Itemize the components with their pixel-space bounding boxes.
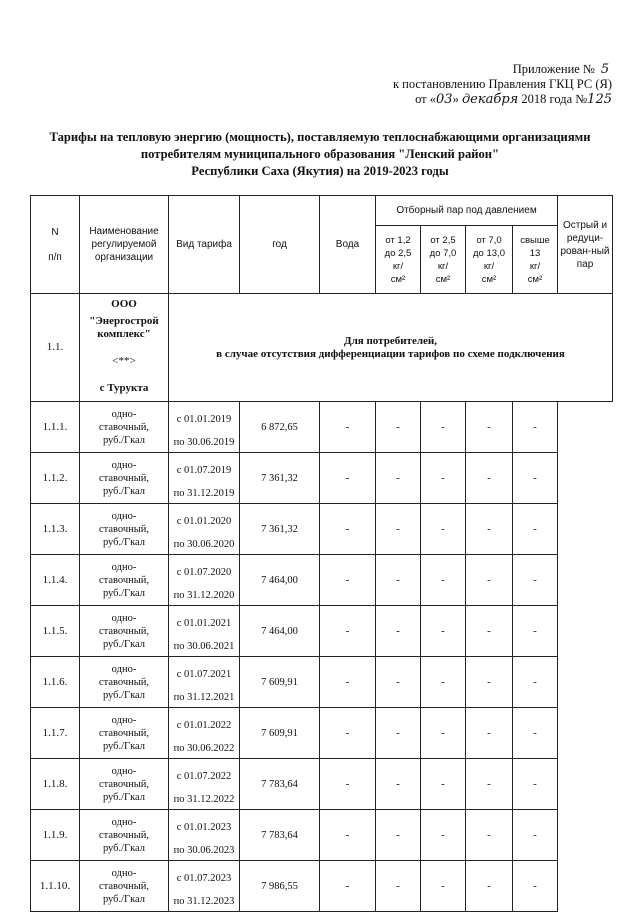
steam-3-value: - (421, 657, 466, 708)
steam-4-value: - (466, 606, 513, 657)
period-to: по 30.06.2019 (173, 437, 235, 448)
tariff-type-line-2: ставочный, (98, 523, 150, 535)
period (169, 504, 240, 555)
steam-4-value: - (466, 708, 513, 759)
water-value: 7 986,55 (240, 861, 320, 912)
appendix-number: 5 (600, 62, 610, 77)
period-to: по 31.12.2020 (173, 590, 235, 601)
header-pressure-3 (466, 226, 513, 294)
group-line-2: в случае отсутствия дифференциации тарифов по схеме подключения (216, 347, 565, 360)
tariff-type-line-1: одно- (111, 867, 137, 879)
tariff-type-line-2: ставочный, (98, 574, 150, 586)
table-row (31, 504, 613, 555)
sharp-steam-value: - (513, 402, 558, 453)
table-row (31, 402, 613, 453)
steam-2-value: - (376, 504, 421, 555)
steam-1-value: - (320, 861, 376, 912)
water-value: 7 783,64 (240, 759, 320, 810)
period-to: по 30.06.2023 (173, 845, 235, 856)
tariff-type-line-3: руб./Гкал (102, 791, 146, 803)
organization-cell (80, 294, 169, 402)
header-steam: Отборный пар под давлением (376, 196, 558, 226)
steam-1-value: - (320, 504, 376, 555)
period-from: с 01.01.2021 (176, 618, 232, 629)
title-line-1: Тарифы на тепловую энергию (мощность), поставляемую теплоснабжающими организациями (49, 130, 591, 144)
row-number: 1.1.6. (31, 657, 80, 708)
p2-b: до 7,0 (429, 247, 457, 259)
steam-3-value: - (421, 606, 466, 657)
steam-2-value: - (376, 555, 421, 606)
tariff-type-line-3: руб./Гкал (102, 842, 146, 854)
appendix-line-2: к постановлению Правления ГКЦ РС (Я) (392, 77, 612, 91)
appendix-day: 03 (436, 92, 453, 107)
table-row (31, 606, 613, 657)
p1-c: кг/ (392, 260, 404, 272)
sharp-steam-value: - (513, 504, 558, 555)
document-title (20, 129, 620, 180)
tariff-type-line-1: одно- (111, 408, 137, 420)
steam-1-value: - (320, 810, 376, 861)
p3-a: от 7,0 (476, 234, 502, 246)
steam-2-value: - (376, 708, 421, 759)
tariff-type-line-3: руб./Гкал (102, 536, 146, 548)
sharp-steam-value: - (513, 708, 558, 759)
steam-1-value: - (320, 453, 376, 504)
period-to: по 31.12.2021 (173, 692, 235, 703)
steam-4-value: - (466, 555, 513, 606)
tariff-type (80, 555, 169, 606)
steam-3-value: - (421, 504, 466, 555)
tariff-type-line-3: руб./Гкал (102, 689, 146, 701)
table-row (31, 861, 613, 912)
tariff-type-line-1: одно- (111, 816, 137, 828)
steam-4-value: - (466, 861, 513, 912)
tariff-type-line-2: ставочный, (98, 778, 150, 790)
p3-c: кг/ (483, 260, 495, 272)
row-number: 1.1.5. (31, 606, 80, 657)
p3-d: см² (481, 273, 497, 285)
row-number: 1.1.7. (31, 708, 80, 759)
water-value: 6 872,65 (240, 402, 320, 453)
group-row (31, 294, 613, 402)
group-description (169, 294, 613, 402)
steam-2-value: - (376, 606, 421, 657)
period-to: по 30.06.2021 (173, 641, 235, 652)
steam-3-value: - (421, 708, 466, 759)
p4-d: см² (527, 273, 543, 285)
tariff-type-line-2: ставочный, (98, 472, 150, 484)
water-value: 7 609,91 (240, 657, 320, 708)
row-number: 1.1.4. (31, 555, 80, 606)
tariff-type-line-2: ставочный, (98, 880, 150, 892)
period (169, 759, 240, 810)
steam-1-value: - (320, 402, 376, 453)
period-from: с 01.07.2020 (176, 567, 232, 578)
org-line-1: ООО (111, 298, 137, 310)
steam-2-value: - (376, 453, 421, 504)
tariff-type-line-1: одно- (111, 510, 137, 522)
p1-d: см² (390, 273, 406, 285)
water-value: 7 464,00 (240, 606, 320, 657)
steam-3-value: - (421, 453, 466, 504)
row-number: 1.1.9. (31, 810, 80, 861)
steam-2-value: - (376, 759, 421, 810)
p4-c: кг/ (529, 260, 541, 272)
sharp-steam-value: - (513, 759, 558, 810)
table-row (31, 657, 613, 708)
p1-b: до 2,5 (384, 247, 412, 259)
group-number: 1.1. (31, 294, 80, 402)
period-to: по 31.12.2023 (173, 896, 235, 907)
tariff-type-line-2: ставочный, (98, 829, 150, 841)
header-water: Вода (320, 196, 376, 294)
tariff-type-line-3: руб./Гкал (102, 740, 146, 752)
tariff-type-line-1: одно- (111, 765, 137, 777)
tariff-type (80, 657, 169, 708)
period (169, 555, 240, 606)
steam-2-value: - (376, 657, 421, 708)
header-tariff-type: Вид тарифа (169, 196, 240, 294)
title-line-2: потребителям муниципального образования "Ленский район" (140, 147, 500, 161)
sharp-steam-value: - (513, 555, 558, 606)
period-to: по 31.12.2019 (173, 488, 235, 499)
row-number: 1.1.2. (31, 453, 80, 504)
row-number: 1.1.1. (31, 402, 80, 453)
steam-2-value: - (376, 861, 421, 912)
steam-1-value: - (320, 759, 376, 810)
tariff-type (80, 759, 169, 810)
tariff-type-line-1: одно- (111, 714, 137, 726)
title-line-3: Республики Саха (Якутия) на 2019-2023 годы (191, 164, 449, 178)
steam-4-value: - (466, 810, 513, 861)
p1-a: от 1,2 (385, 234, 411, 246)
period (169, 453, 240, 504)
period-from: с 01.01.2022 (176, 720, 232, 731)
steam-2-value: - (376, 810, 421, 861)
header-pp: п/п (48, 251, 62, 263)
tariff-type (80, 402, 169, 453)
header-pressure-2 (421, 226, 466, 294)
period (169, 810, 240, 861)
header-pressure-1 (376, 226, 421, 294)
p3-b: до 13,0 (473, 247, 505, 259)
group-line-1: Для потребителей, (344, 334, 437, 347)
appendix-line-1 (393, 62, 612, 77)
tariff-type (80, 810, 169, 861)
header-sharp-steam: Острый и редуци-рован-ный пар (558, 196, 613, 294)
steam-1-value: - (320, 657, 376, 708)
tariff-type-line-3: руб./Гкал (102, 587, 146, 599)
tariff-type-line-2: ставочный, (98, 676, 150, 688)
p4-a: свыше (520, 234, 550, 246)
tariff-type-line-1: одно- (111, 612, 137, 624)
period (169, 606, 240, 657)
tariff-type (80, 861, 169, 912)
appendix-label: Приложение № (512, 62, 595, 76)
org-line-2: "Энергострой комплекс" (89, 315, 159, 340)
period (169, 657, 240, 708)
period-to: по 31.12.2022 (173, 794, 235, 805)
tariff-type-line-2: ставочный, (98, 727, 150, 739)
appendix-year: 2018 года № (521, 92, 588, 106)
sharp-steam-value: - (513, 861, 558, 912)
period-from: с 01.07.2021 (176, 669, 232, 680)
sharp-steam-value: - (513, 810, 558, 861)
tariff-type-line-3: руб./Гкал (102, 434, 146, 446)
period-from: с 01.01.2023 (176, 822, 232, 833)
water-value: 7 464,00 (240, 555, 320, 606)
tariff-type (80, 606, 169, 657)
sharp-steam-value: - (513, 453, 558, 504)
table-row (31, 555, 613, 606)
header-number (31, 196, 80, 294)
steam-4-value: - (466, 504, 513, 555)
period-to: по 30.06.2020 (173, 539, 235, 550)
steam-4-value: - (466, 759, 513, 810)
p2-a: от 2,5 (430, 234, 456, 246)
tariff-type-line-2: ставочный, (98, 421, 150, 433)
appendix-date-prefix: от « (415, 92, 437, 106)
tariff-type-line-1: одно- (111, 561, 137, 573)
water-value: 7 609,91 (240, 708, 320, 759)
water-value: 7 361,32 (240, 504, 320, 555)
appendix-doc-number: 125 (587, 92, 612, 107)
table-row (31, 759, 613, 810)
tariff-type-line-1: одно- (111, 663, 137, 675)
steam-3-value: - (421, 810, 466, 861)
tariff-type (80, 453, 169, 504)
row-number: 1.1.10. (31, 861, 80, 912)
period (169, 402, 240, 453)
appendix-line-3 (393, 92, 612, 107)
period-from: с 01.07.2019 (176, 465, 232, 476)
tariff-type-line-1: одно- (111, 459, 137, 471)
steam-4-value: - (466, 453, 513, 504)
header-pressure-4 (513, 226, 558, 294)
steam-3-value: - (421, 861, 466, 912)
period-from: с 01.01.2020 (176, 516, 232, 527)
steam-1-value: - (320, 606, 376, 657)
appendix-month: декабря (461, 92, 519, 107)
steam-4-value: - (466, 402, 513, 453)
p2-d: см² (435, 273, 451, 285)
period-from: с 01.07.2022 (176, 771, 232, 782)
table-row (31, 810, 613, 861)
steam-2-value: - (376, 402, 421, 453)
water-value: 7 783,64 (240, 810, 320, 861)
row-number: 1.1.8. (31, 759, 80, 810)
period (169, 708, 240, 759)
tariff-type-line-3: руб./Гкал (102, 485, 146, 497)
org-line-4: с Турукта (99, 382, 149, 394)
tariff-table (30, 195, 613, 912)
steam-1-value: - (320, 708, 376, 759)
period-from: с 01.07.2023 (176, 873, 232, 884)
period-to: по 30.06.2022 (173, 743, 235, 754)
steam-4-value: - (466, 657, 513, 708)
tariff-type (80, 708, 169, 759)
water-value: 7 361,32 (240, 453, 320, 504)
sharp-steam-value: - (513, 606, 558, 657)
steam-3-value: - (421, 402, 466, 453)
steam-3-value: - (421, 555, 466, 606)
period-from: с 01.01.2019 (176, 414, 232, 425)
tariff-rows (31, 402, 613, 912)
tariff-type-line-3: руб./Гкал (102, 638, 146, 650)
header-year: год (240, 196, 320, 294)
header-row-1 (31, 196, 613, 226)
row-number: 1.1.3. (31, 504, 80, 555)
appendix-date-mid: » (452, 92, 459, 106)
steam-3-value: - (421, 759, 466, 810)
p2-c: кг/ (437, 260, 449, 272)
tariff-type (80, 504, 169, 555)
sharp-steam-value: - (513, 657, 558, 708)
appendix-header (393, 62, 612, 107)
p4-b: 13 (529, 247, 541, 259)
header-n: N (51, 226, 59, 238)
tariff-type-line-3: руб./Гкал (102, 893, 146, 905)
org-line-3: <**> (112, 355, 136, 367)
table-row (31, 708, 613, 759)
header-org-name: Наименование регулируемой организации (80, 196, 169, 294)
period (169, 861, 240, 912)
steam-1-value: - (320, 555, 376, 606)
tariff-type-line-2: ставочный, (98, 625, 150, 637)
table-row (31, 453, 613, 504)
